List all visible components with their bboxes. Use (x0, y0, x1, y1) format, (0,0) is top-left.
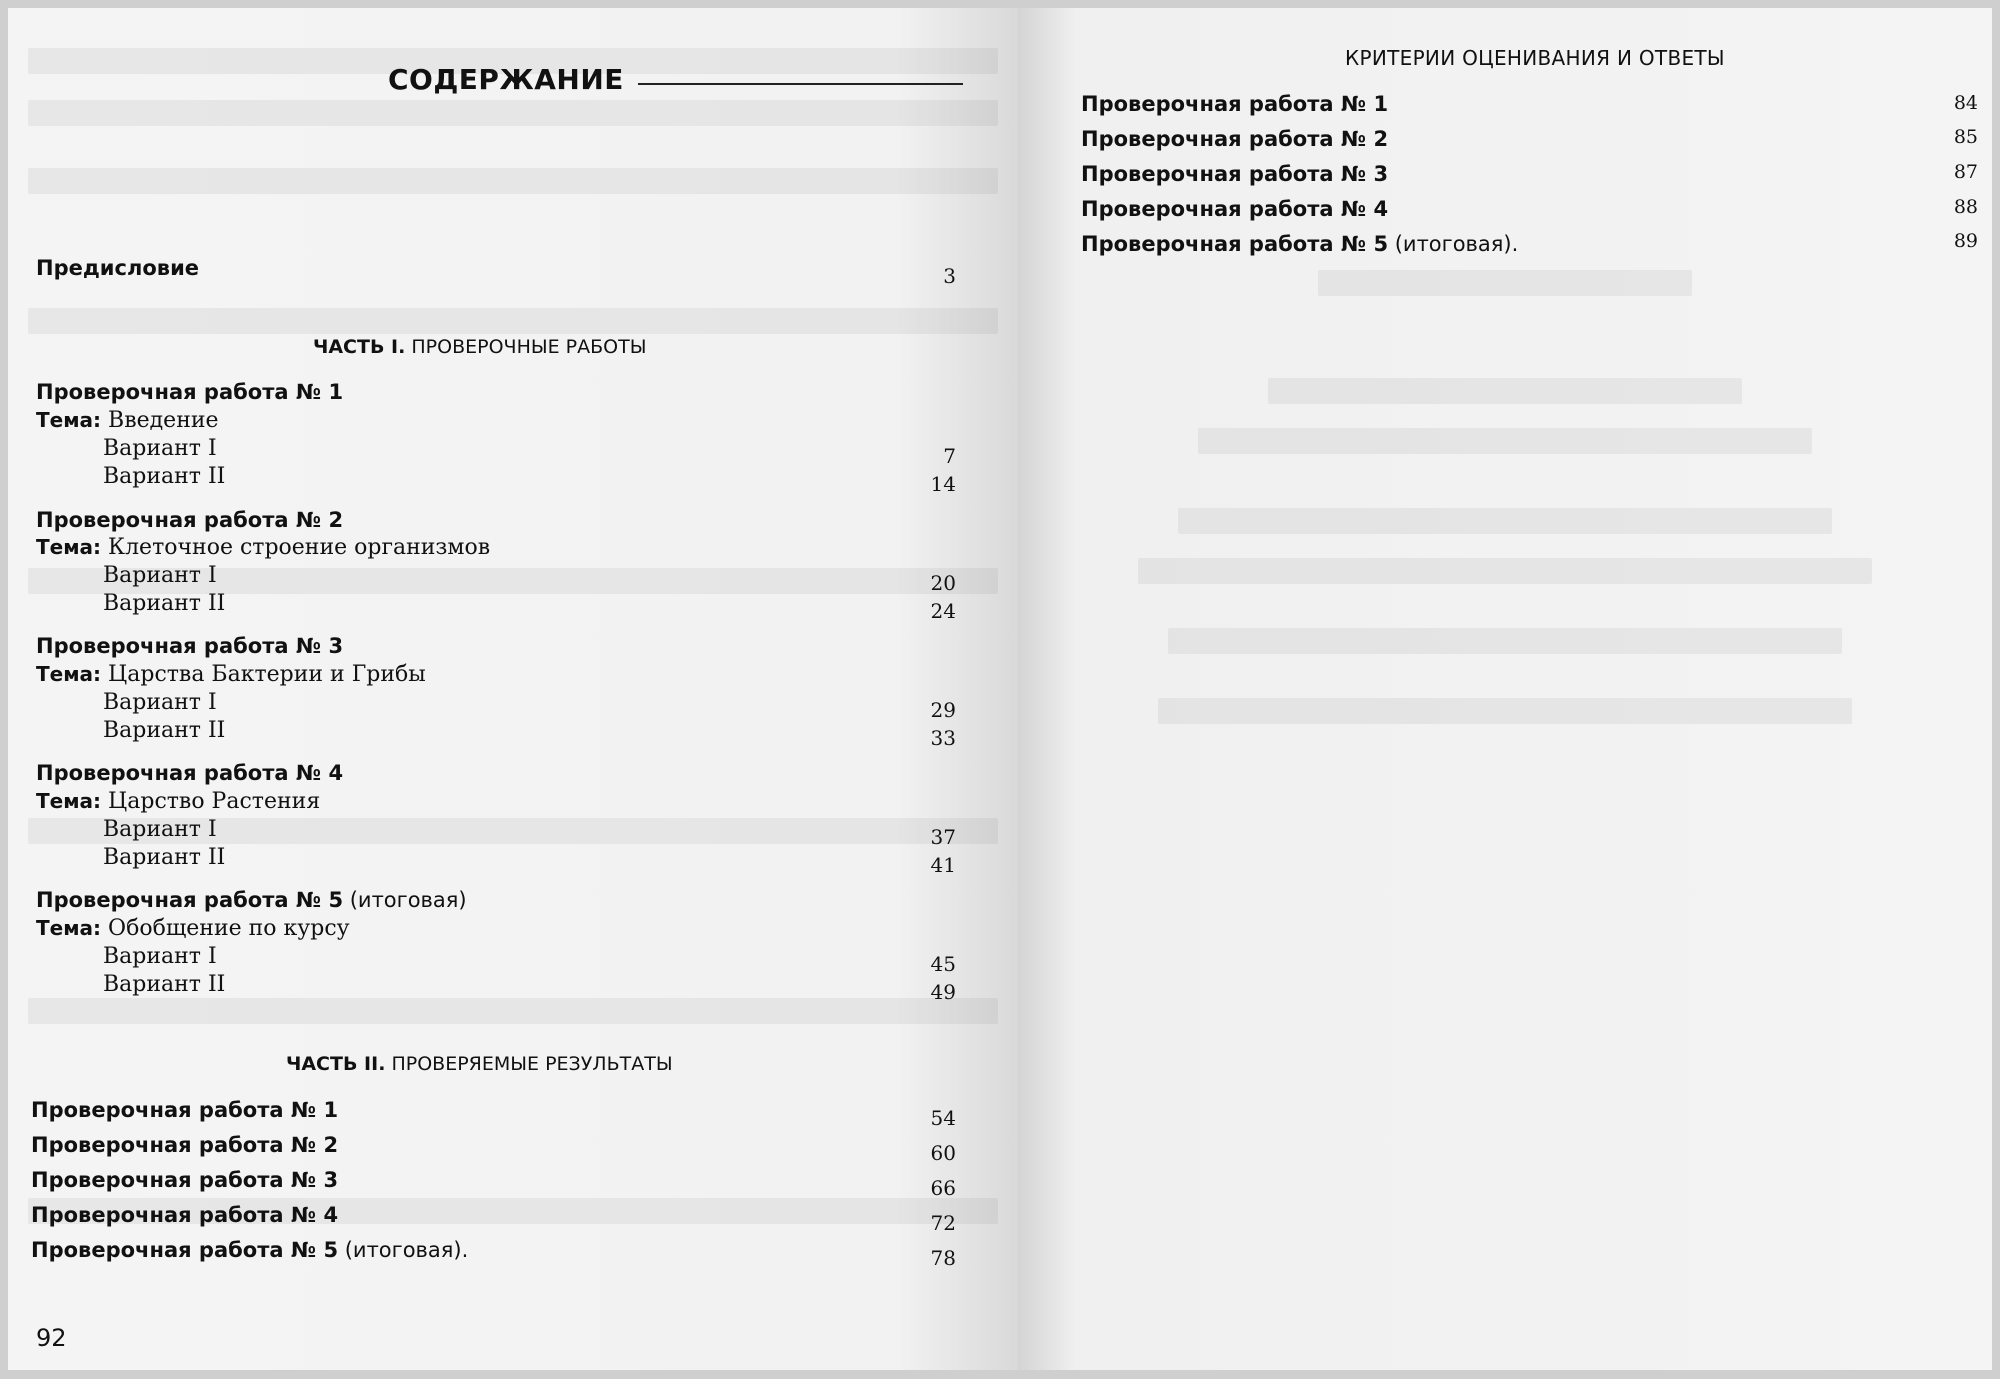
toc-work-3-theme (36, 662, 426, 687)
part2-heading (286, 1053, 673, 1075)
toc-work-5-theme (36, 916, 350, 941)
theme-text: Царства Бактерии и Грибы (101, 662, 426, 687)
contents-title-row (388, 63, 963, 103)
toc-work-4-theme (36, 789, 320, 814)
part1-title: ПРОВЕРОЧНЫЕ РАБОТЫ (405, 336, 647, 358)
answers-item-1[interactable]: Проверочная работа № 1 (1081, 92, 1389, 116)
toc-work-2-variant-2[interactable]: Вариант II (103, 591, 226, 616)
toc-results-5-page: 78 (930, 1246, 956, 1270)
toc-work-2-variant-2-page: 24 (930, 599, 956, 623)
toc-preface-page: 3 (943, 264, 956, 288)
toc-work-2-variant-1-page: 20 (930, 571, 956, 595)
answers-item-5[interactable] (1081, 232, 1518, 256)
part2-title: ПРОВЕРЯЕМЫЕ РЕЗУЛЬТАТЫ (385, 1053, 673, 1075)
answers-item-4[interactable]: Проверочная работа № 4 (1081, 197, 1389, 221)
toc-results-1[interactable]: Проверочная работа № 1 (31, 1098, 339, 1122)
toc-work-2-variant-1[interactable]: Вариант I (103, 563, 217, 588)
toc-work-2-theme (36, 535, 490, 560)
answers-heading: КРИТЕРИИ ОЦЕНИВАНИЯ И ОТВЕТЫ (1345, 46, 1725, 70)
theme-text: Введение (101, 408, 219, 433)
toc-work-5-variant-2-page: 49 (930, 980, 956, 1004)
toc-work-4-variant-2[interactable]: Вариант II (103, 845, 226, 870)
toc-results-2[interactable]: Проверочная работа № 2 (31, 1133, 339, 1157)
toc-work-3[interactable]: Проверочная работа № 3 (36, 634, 344, 658)
toc-results-3[interactable]: Проверочная работа № 3 (31, 1168, 339, 1192)
toc-work-1-variant-2-page: 14 (930, 472, 956, 496)
toc-work-5[interactable] (36, 888, 467, 912)
part1-number: ЧАСТЬ I. (313, 336, 406, 358)
toc-work-3-variant-1[interactable]: Вариант I (103, 690, 217, 715)
toc-work-1-theme (36, 408, 219, 433)
toc-work-4-variant-1[interactable]: Вариант I (103, 817, 217, 842)
answers-item-5-page: 89 (1953, 230, 1978, 252)
toc-results-5-suffix: (итоговая). (338, 1238, 469, 1262)
theme-label: Тема: (36, 916, 102, 940)
toc-work-3-variant-2-page: 33 (930, 726, 956, 750)
answers-item-4-page: 88 (1953, 196, 1978, 218)
toc-work-4-variant-2-page: 41 (930, 853, 956, 877)
toc-results-5-label: Проверочная работа № 5 (31, 1238, 339, 1262)
toc-work-1-variant-2[interactable]: Вариант II (103, 464, 226, 489)
title-rule (638, 83, 963, 85)
toc-work-5-suffix: (итоговая) (343, 888, 467, 912)
theme-label: Тема: (36, 408, 102, 432)
toc-preface[interactable]: Предисловие (36, 256, 200, 280)
toc-results-3-page: 66 (930, 1176, 956, 1200)
toc-work-5-variant-1-page: 45 (930, 952, 956, 976)
toc-work-4[interactable]: Проверочная работа № 4 (36, 761, 344, 785)
toc-results-2-page: 60 (930, 1141, 956, 1165)
theme-label: Тема: (36, 789, 102, 813)
part2-number: ЧАСТЬ II. (286, 1053, 386, 1075)
page-number: 92 (36, 1324, 67, 1352)
toc-work-1[interactable]: Проверочная работа № 1 (36, 380, 344, 404)
page-title: СОДЕРЖАНИЕ (388, 63, 624, 96)
answers-item-5-suffix: (итоговая). (1388, 232, 1519, 256)
answers-item-2[interactable]: Проверочная работа № 2 (1081, 127, 1389, 151)
toc-results-1-page: 54 (930, 1106, 956, 1130)
toc-work-4-variant-1-page: 37 (930, 825, 956, 849)
part1-heading (313, 336, 647, 358)
toc-work-3-variant-1-page: 29 (930, 698, 956, 722)
theme-text: Обобщение по курсу (101, 916, 350, 941)
theme-label: Тема: (36, 535, 102, 559)
toc-results-5[interactable] (31, 1238, 468, 1262)
answers-item-3[interactable]: Проверочная работа № 3 (1081, 162, 1389, 186)
answers-item-2-page: 85 (1953, 126, 1978, 148)
toc-results-4[interactable]: Проверочная работа № 4 (31, 1203, 339, 1227)
right-page (1018, 8, 1992, 1370)
left-page (8, 8, 1018, 1370)
theme-text: Царство Растения (101, 789, 321, 814)
answers-item-3-page: 87 (1953, 161, 1978, 183)
toc-work-5-label: Проверочная работа № 5 (36, 888, 344, 912)
toc-work-3-variant-2[interactable]: Вариант II (103, 718, 226, 743)
theme-text: Клеточное строение организмов (101, 535, 491, 560)
toc-work-5-variant-2[interactable]: Вариант II (103, 972, 226, 997)
toc-work-1-variant-1[interactable]: Вариант I (103, 436, 217, 461)
answers-item-1-page: 84 (1953, 92, 1978, 114)
toc-work-2[interactable]: Проверочная работа № 2 (36, 508, 344, 532)
toc-work-1-variant-1-page: 7 (943, 444, 956, 468)
answers-item-5-label: Проверочная работа № 5 (1081, 232, 1389, 256)
theme-label: Тема: (36, 662, 102, 686)
toc-work-5-variant-1[interactable]: Вариант I (103, 944, 217, 969)
toc-results-4-page: 72 (930, 1211, 956, 1235)
